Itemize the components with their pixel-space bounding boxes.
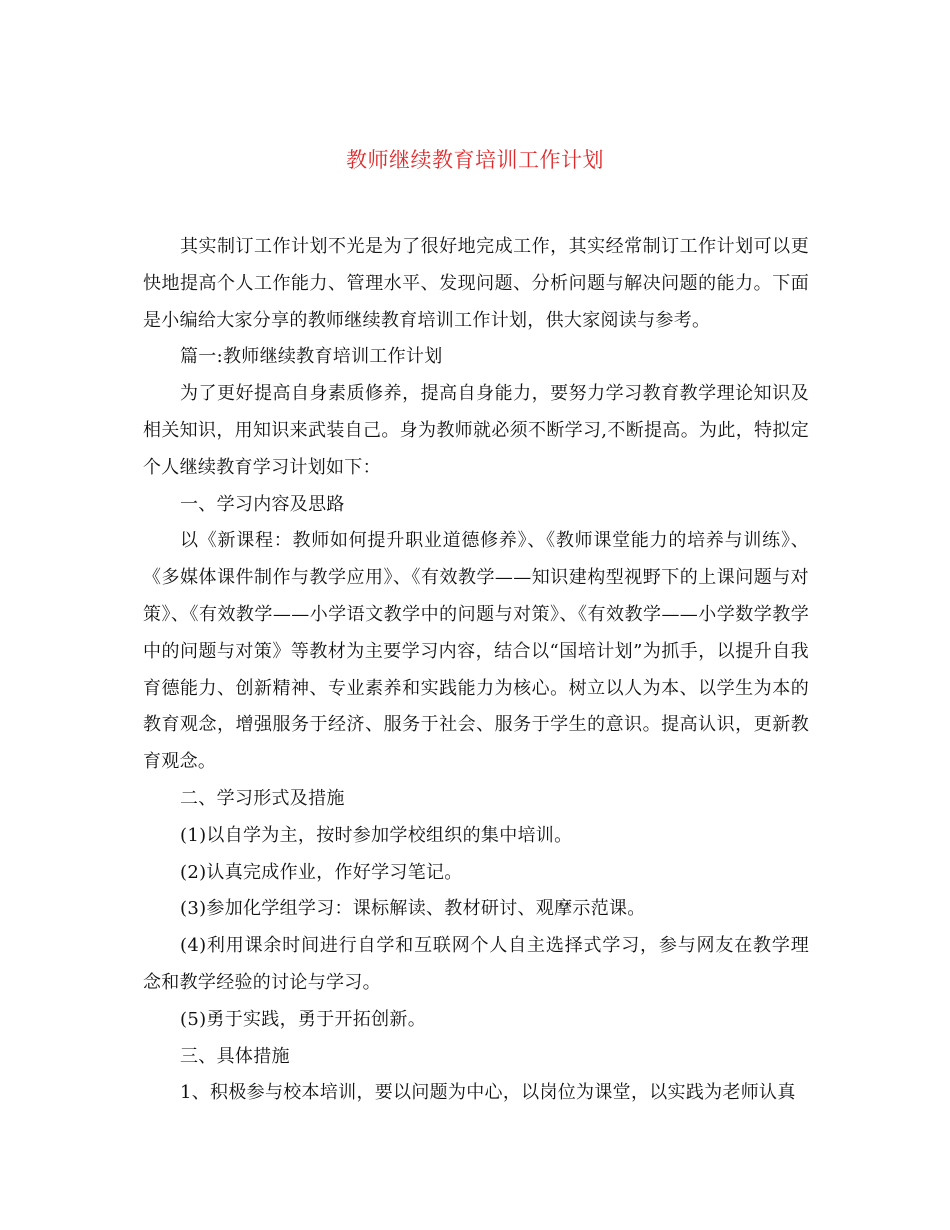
paragraph-study-content: 以《新课程：教师如何提升职业道德修养》、《教师课堂能力的培养与训练》、《多媒体课件制作与教学应用》、《有效教学——知识建构型视野下的上课问题与对策》、《有效教学——小学语文教学中的问题与对策》、《有效教学——小学数学教学中的问题与对策》等教材为主要学习内容，结合以“国培计划”为抓手，以提升自我育德能力、创新精神、专业素养和实践能力为核心。树立以人为本、以学生为本的教育观念，增强服务于经济、服务于社会、服务于学生的意识。提高认识，更新教育观念。 bbox=[143, 530, 809, 773]
paragraph-section-heading: 篇一:教师继续教育培训工作计划 bbox=[180, 346, 443, 368]
heading-study-form: 二、学习形式及措施 bbox=[180, 787, 345, 809]
document-body bbox=[143, 229, 809, 1112]
list-item-3: (3)参加化学组学习：课标解读、教材研讨、观摩示范课。 bbox=[180, 898, 646, 920]
paragraph-measure-1: 1、积极参与校本培训，要以问题为中心，以岗位为课堂，以实践为老师认真 bbox=[180, 1082, 796, 1104]
paragraph-purpose: 为了更好提高自身素质修养，提高自身能力，要努力学习教育教学理论知识及相关知识，用知识来武装自己。身为教师就必须不断学习,不断提高。为此，特拟定个人继续教育学习计划如下： bbox=[143, 383, 809, 478]
heading-study-content: 一、学习内容及思路 bbox=[180, 493, 345, 515]
list-item-2: (2)认真完成作业，作好学习笔记。 bbox=[180, 861, 463, 883]
heading-measures: 三、具体措施 bbox=[180, 1045, 290, 1067]
list-item-4: (4)利用课余时间进行自学和互联网个人自主选择式学习，参与网友在教学理念和教学经验的讨论与学习。 bbox=[143, 935, 809, 993]
document-title: 教师继续教育培训工作计划 bbox=[346, 148, 604, 172]
list-item-1: (1)以自学为主，按时参加学校组织的集中培训。 bbox=[180, 824, 573, 846]
paragraph-intro: 其实制订工作计划不光是为了很好地完成工作，其实经常制订工作计划可以更快地提高个人工作能力、管理水平、发现问题、分析问题与解决问题的能力。下面是小编给大家分享的教师继续教育培训工作计划，供大家阅读与参考。 bbox=[143, 236, 809, 331]
list-item-5: (5)勇于实践，勇于开拓创新。 bbox=[180, 1008, 426, 1030]
